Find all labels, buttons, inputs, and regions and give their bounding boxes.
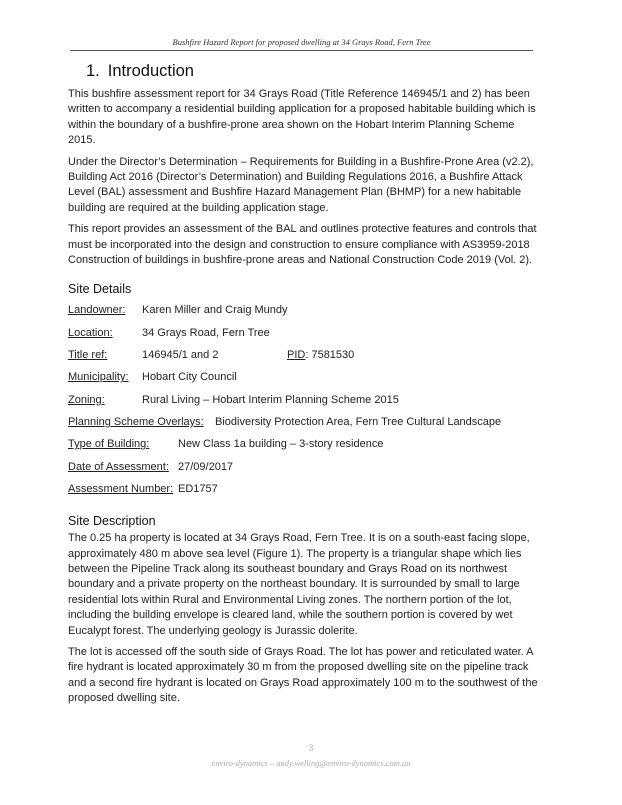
site-description-paragraph-2: The lot is accessed off the south side of Grays Road. The lot has power and reticulated water. A fire hydrant is located approximately 30 m from the proposed dwelling site on the pipeline track and a second fire hydrant is located on Grays Road approximately 100 m to the southwest of the proposed dwelling site.	[68, 645, 538, 705]
location-label: Location:	[68, 326, 113, 339]
detail-row-assessment-number	[68, 478, 538, 500]
page-number: 3	[308, 744, 314, 754]
detail-row-zoning	[68, 389, 538, 411]
intro-paragraph-3: This report provides an assessment of the BAL and outlines protective features and controls that must be incorporated into the design and construction to ensure compliance with AS3959-2018 Construction of buildings in bushfire-prone areas and National Construction Code 2019 (Vol. 2).	[68, 223, 537, 267]
running-header: Bushfire Hazard Report for proposed dwelling at 34 Grays Road, Fern Tree	[172, 37, 431, 47]
building-type-label: Type of Building:	[68, 438, 150, 451]
building-type-value: New Class 1a building – 3-story residence	[178, 438, 384, 451]
pid-value: : 7581530	[305, 349, 355, 362]
detail-row-municipality	[68, 366, 538, 388]
intro-section-number: 1.	[86, 62, 100, 80]
intro-heading	[86, 62, 538, 81]
overlays-value: Biodiversity Protection Area, Fern Tree Cultural Landscape	[215, 415, 502, 428]
zoning-label: Zoning:	[68, 393, 105, 406]
assessment-date-value: 27/09/2017	[178, 460, 234, 473]
footer-contact: enviro-dynamics – andy.welling@enviro-dynamics.com.au	[211, 758, 411, 768]
landowner-label: Landowner:	[68, 304, 126, 317]
detail-row-assessment-date	[68, 456, 538, 478]
detail-row-title-ref	[68, 344, 538, 366]
location-value: 34 Grays Road, Fern Tree	[142, 326, 270, 339]
intro-paragraph-2: Under the Director’s Determination – Requirements for Building in a Bushfire-Prone Area (v2.2), Building Act 2016 (Director’s Determination) and Building Regulations 2016, a Bushfire Attack Level (BAL) assessment and Bushfire Hazard Management Plan (BHMP) for a new habitable building are required at the building application stage.	[68, 155, 534, 214]
title-ref-value: 146945/1 and 2	[142, 349, 219, 362]
assessment-date-label: Date of Assessment:	[68, 460, 169, 473]
pid-field	[287, 344, 354, 366]
assessment-number-label: Assessment Number:	[68, 482, 174, 495]
zoning-value: Rural Living – Hobart Interim Planning Scheme 2015	[142, 393, 399, 406]
page-content	[68, 62, 538, 713]
detail-row-overlays	[68, 411, 538, 433]
header-divider	[70, 50, 533, 51]
title-ref-label: Title ref:	[68, 349, 108, 362]
detail-row-landowner	[68, 299, 538, 321]
municipality-value: Hobart City Council	[142, 371, 237, 384]
assessment-number-value: ED1757	[178, 482, 218, 495]
overlays-label: Planning Scheme Overlays:	[68, 415, 204, 428]
site-details-heading: Site Details	[68, 282, 132, 297]
site-description-heading: Site Description	[68, 514, 156, 529]
detail-row-location	[68, 322, 538, 344]
site-description-paragraph-1: The 0.25 ha property is located at 34 Grays Road, Fern Tree. It is on a south-east facing slope, approximately 480 m above sea level (Figure 1). The property is a triangular shape which lies between the Pipeline Track along its southeast boundary and Grays Road on its northwest boundary and a private property on the northeast boundary. It is surrounded by small to large residential lots within Rural and Environmental Living zones. The northern portion of the lot, including the building envelope is cleared land, while the southern portion is covered by wet Eucalypt forest. The underlying geology is Jurassic dolerite.	[68, 532, 530, 637]
pid-label: PID	[287, 349, 306, 362]
landowner-value: Karen Miller and Craig Mundy	[142, 304, 288, 317]
intro-paragraph-1: This bushfire assessment report for 34 Grays Road (Title Reference 146945/1 and 2) has been written to accompany a residential building application for a proposed habitable building which is within the boundary of a bushfire-prone area shown on the Hobart Interim Planning Scheme 2015.	[68, 88, 536, 147]
municipality-label: Municipality:	[68, 371, 129, 384]
detail-row-building-type	[68, 433, 538, 455]
intro-heading-text: Introduction	[107, 62, 194, 80]
